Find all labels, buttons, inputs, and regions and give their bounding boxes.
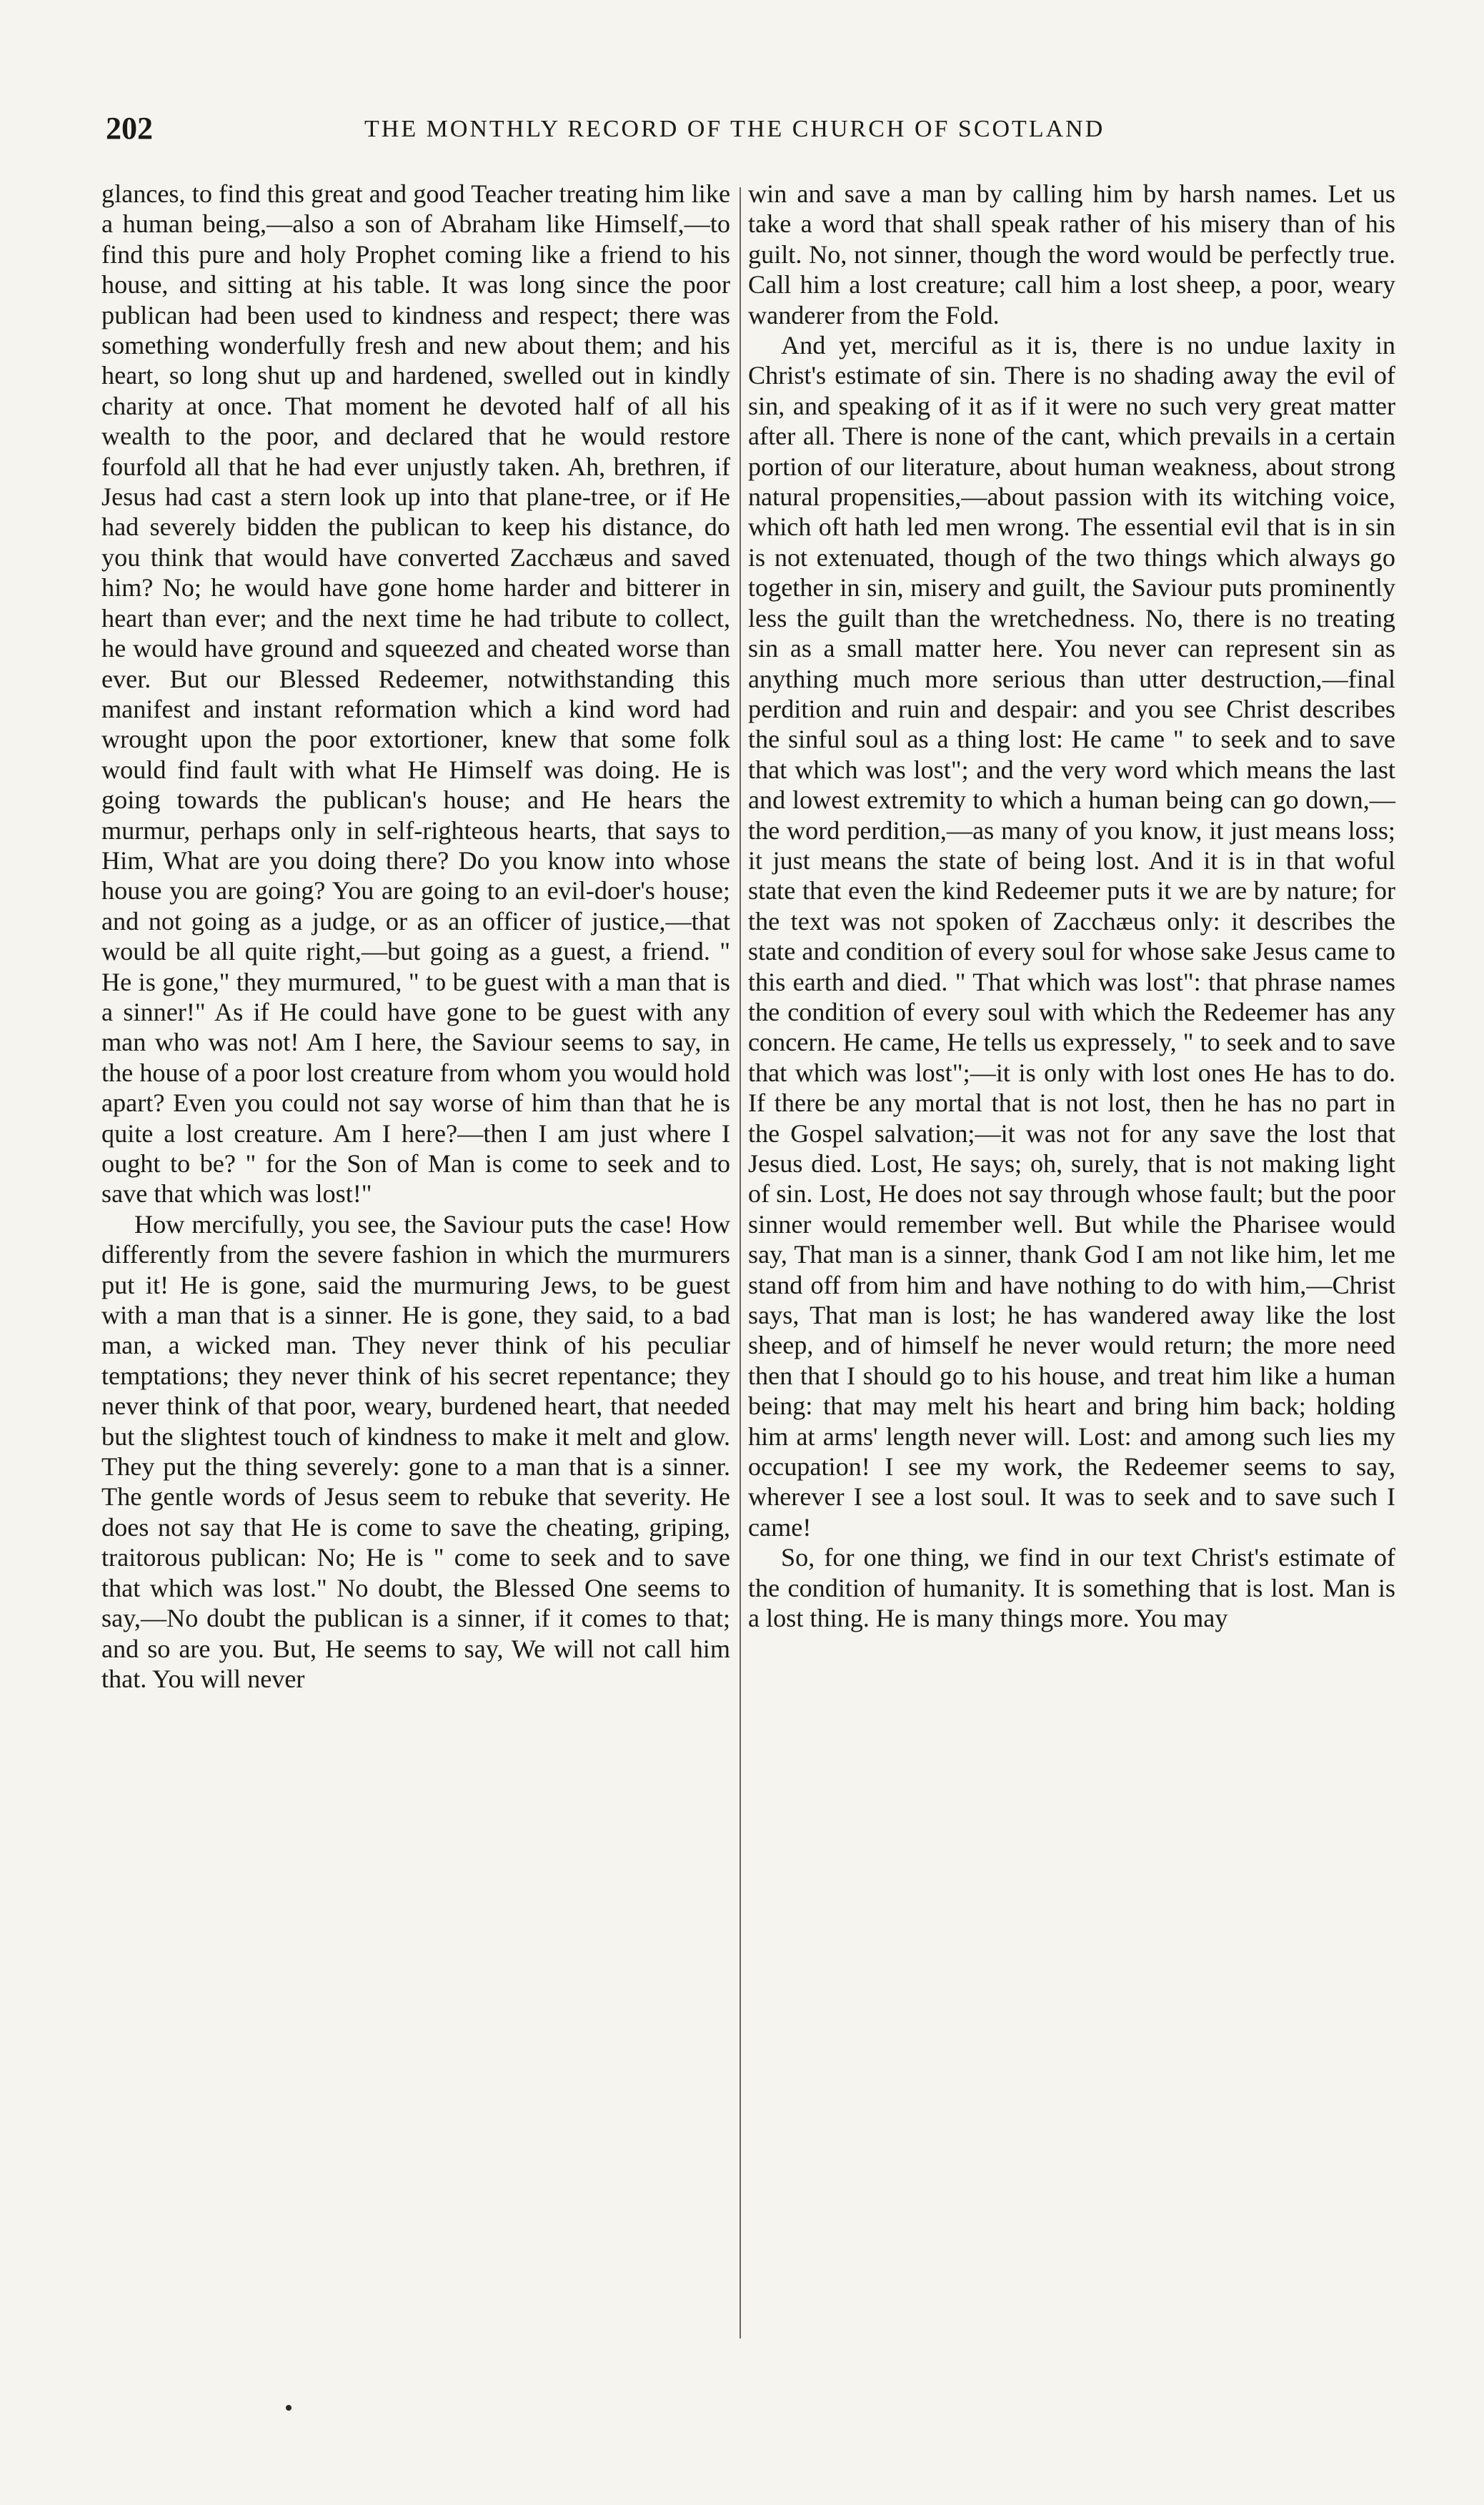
column-divider: [739, 187, 741, 2338]
left-paragraph-1: glances, to find this great and good Teacher treating him like a human being,—also a son of Abraham like Himself,—to find this pure and holy Prophet coming like a friend to his house, and sitting at his table. It was long since the poor publican had been used to kindness and respect; there was something wonderfully fresh and new about them; and his heart, so long shut up and hardened, swelled out in kindly charity at once. That moment he devoted half of all his wealth to the poor, and declared that he would restore fourfold all that he had ever unjustly taken. Ah, brethren, if Jesus had cast a stern look up into that plane-tree, or if He had severely bidden the publican to keep his distance, do you think that would have converted Zacchæus and saved him? No; he would have gone home harder and bitterer in heart than ever; and the next time he had tribute to collect, he would have ground and squeezed and cheated worse than ever. But our Blessed Redeemer, notwithstanding this manifest and instant reformation which a kind word had wrought upon the poor extortioner, knew that some folk would find fault with what He Himself was doing. He is going towards the publican's house; and He hears the murmur, perhaps only in self-righteous hearts, that says to Him, What are you doing there? Do you know into whose house you are going? You are going to an evil-doer's house; and not going as a judge, or as an officer of justice,—that would be all quite right,—but going as a guest, a friend. " He is gone," they murmured, " to be guest with a man that is a sinner!" As if He could have gone to be guest with any man who was not! Am I here, the Saviour seems to say, in the house of a poor lost creature from whom you would hold apart? Even you could not say worse of him than that he is quite a lost creature. Am I here?—then I am just where I ought to be? " for the Son of Man is come to seek and to save that which was lost!": [101, 179, 730, 1209]
page-header: [100, 107, 1415, 157]
ink-dot: [286, 2405, 292, 2411]
right-paragraph-3: So, for one thing, we find in our text Christ's estimate of the condition of humanity. It is something that is lost. Man is a lost thing. He is many things more. You may: [748, 1543, 1395, 1633]
page-number: 202: [106, 111, 153, 146]
left-paragraph-2: How mercifully, you see, the Saviour puts the case! How differently from the severe fashion in which the murmurers put it! He is gone, said the murmuring Jews, to be guest with a man that is a sinner. He is gone, they said, to a bad man, a wicked man. They never think of his peculiar temptations; they never think of his secret repentance; they never think of that poor, weary, burdened heart, that needed but the slightest touch of kindness to make it melt and glow. They put the thing severely: gone to a man that is a sinner. The gentle words of Jesus seem to rebuke that severity. He does not say that He is come to save the cheating, griping, traitorous publican: No; He is " come to seek and to save that which was lost." No doubt, the Blessed One seems to say,—No doubt the publican is a sinner, if it comes to that; and so are you. But, He seems to say, We will not call him that. You will never: [101, 1209, 730, 1693]
running-title: THE MONTHLY RECORD OF THE CHURCH OF SCOTLAND: [364, 116, 1105, 142]
right-column: [748, 179, 1395, 1634]
right-paragraph-1: win and save a man by calling him by harsh names. Let us take a word that shall speak rather of his misery than of his guilt. No, not sinner, though the word would be perfectly true. Call him a lost creature; call him a lost sheep, a poor, weary wanderer from the Fold.: [748, 179, 1395, 329]
left-column: [101, 179, 730, 1694]
right-paragraph-2: And yet, merciful as it is, there is no undue laxity in Christ's estimate of sin. There is no shading away the evil of sin, and speaking of it as if it were no such very great matter after all. There is none of the cant, which prevails in a certain portion of our literature, about human weakness, about strong natural propensities,—about passion with its witching voice, which oft hath led men wrong. The essential evil that is in sin is not extenuated, though of the two things which always go together in sin, misery and guilt, the Saviour puts prominently less the guilt than the wretchedness. No, there is no treating sin as a small matter here. You never can represent sin as anything much more serious than utter destruction,—final perdition and ruin and despair: and you see Christ describes the sinful soul as a thing lost: He came " to seek and to save that which was lost"; and the very word which means the last and lowest extremity to which a human being can go down,—the word perdition,—as many of you know, it just means loss; it just means the state of being lost. And it is in that woful state that even the kind Redeemer puts it we are by nature; for the text was not spoken of Zacchæus only: it describes the state and condition of every soul for whose sake Jesus came to this earth and died. " That which was lost": that phrase names the condition of every soul with which the Redeemer has any concern. He came, He tells us expressely, " to seek and to save that which was lost";—it is only with lost ones He has to do. If there be any mortal that is not lost, then he has no part in the Gospel salvation;—it was not for any save the lost that Jesus died. Lost, He says; oh, surely, that is not making light of sin. Lost, He does not say through whose fault; but the poor sinner would remember well. But while the Pharisee would say, That man is a sinner, thank God I am not like him, let me stand off from him and have nothing to do with him,—Christ says, That man is lost; he has wandered away like the lost sheep, and of himself he never would return; the more need then that I should go to his house, and treat him like a human being: that may melt his heart and bring him back; holding him at arms' length never will. Lost: and among such lies my occupation! I see my work, the Redeemer seems to say, wherever I see a lost soul. It was to seek and to save such I came!: [748, 331, 1395, 1542]
